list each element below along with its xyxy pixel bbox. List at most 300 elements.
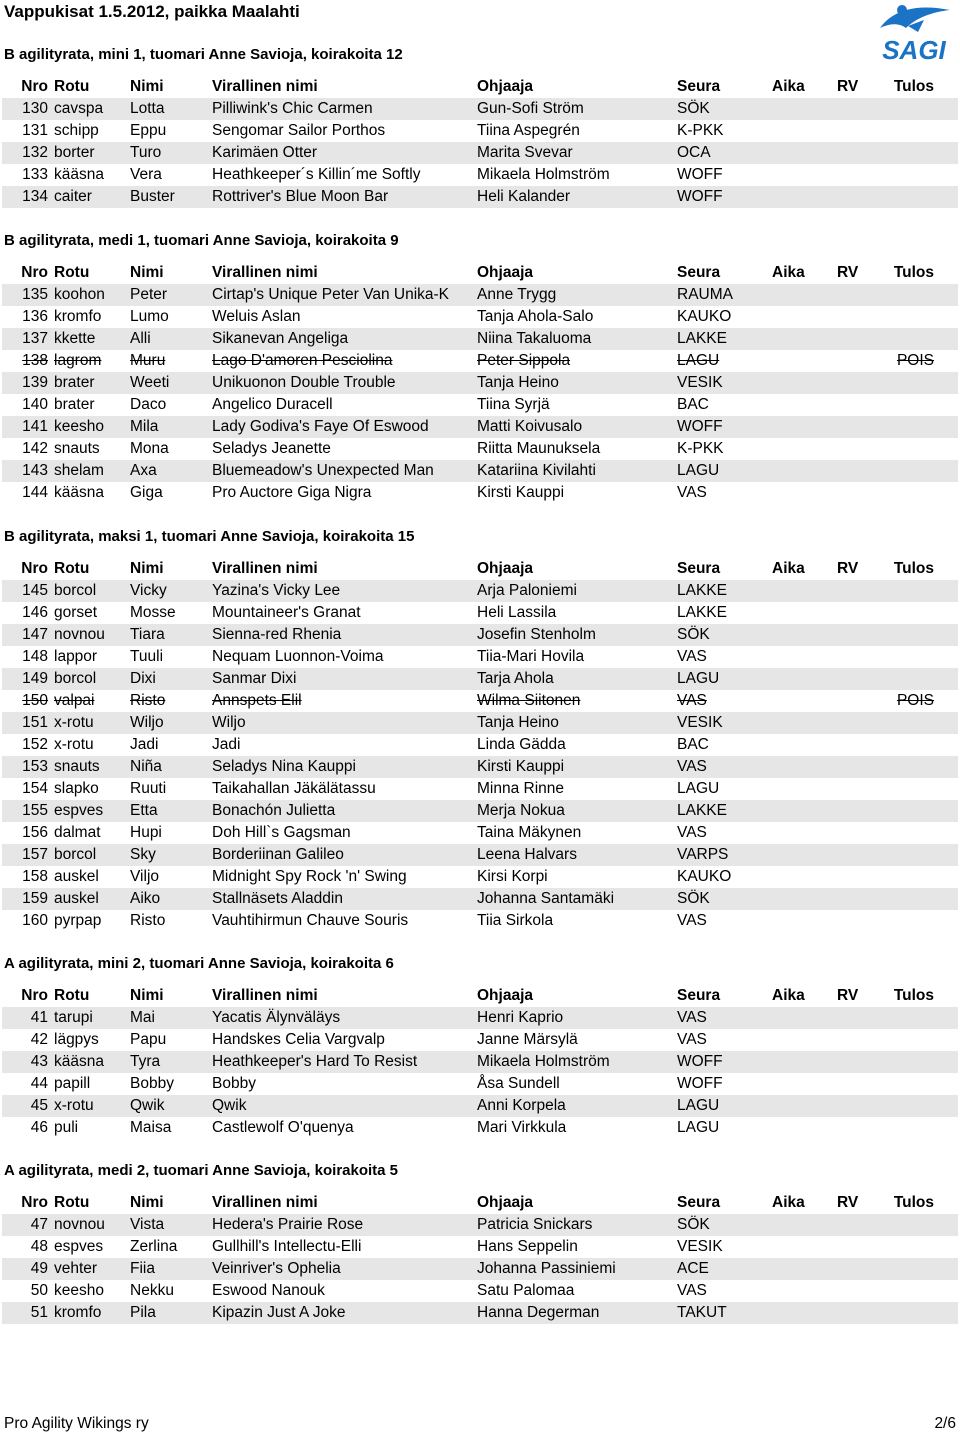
cell-aika xyxy=(770,372,835,394)
cell-tulos xyxy=(885,844,958,866)
cell-nimi: Tiara xyxy=(128,624,210,646)
table-row xyxy=(2,800,958,822)
column-header-tulos: Tulos xyxy=(893,264,934,281)
cell-rotu: lagrom xyxy=(52,350,128,372)
cell-aika xyxy=(770,438,835,460)
cell-ohjaaja: Heli Kalander xyxy=(475,186,675,208)
cell-rotu: keesho xyxy=(52,416,128,438)
cell-rotu: caiter xyxy=(52,186,128,208)
cell-virallinen: Sikanevan Angeliga xyxy=(210,328,475,350)
cell-tulos xyxy=(885,1258,958,1280)
cell-rv xyxy=(835,186,885,208)
cell-aika xyxy=(770,482,835,504)
table-row xyxy=(2,690,958,712)
cell-rv xyxy=(835,690,885,712)
table-row xyxy=(2,1073,958,1095)
cell-virallinen: Annspets Elil xyxy=(210,690,475,712)
cell-rotu: vehter xyxy=(52,1258,128,1280)
table-row xyxy=(2,482,958,504)
table-row xyxy=(2,438,958,460)
column-header-nro: Nro xyxy=(21,1194,48,1211)
cell-seura: KAUKO xyxy=(675,866,770,888)
cell-aika xyxy=(770,1258,835,1280)
table-header-row xyxy=(2,262,958,284)
cell-rv xyxy=(835,120,885,142)
cell-seura: LAKKE xyxy=(675,602,770,624)
cell-tulos xyxy=(885,1214,958,1236)
cell-rotu: kkette xyxy=(52,328,128,350)
cell-virallinen: Yacatis Älynväläys xyxy=(210,1007,475,1029)
cell-aika xyxy=(770,624,835,646)
cell-nro: 139 xyxy=(2,372,52,394)
cell-rotu: novnou xyxy=(52,624,128,646)
cell-tulos xyxy=(885,624,958,646)
cell-tulos xyxy=(885,1095,958,1117)
cell-nimi: Maisa xyxy=(128,1117,210,1139)
cell-tulos xyxy=(885,1302,958,1324)
cell-rotu: koohon xyxy=(52,284,128,306)
cell-aika xyxy=(770,734,835,756)
cell-nimi: Viljo xyxy=(128,866,210,888)
cell-rv xyxy=(835,756,885,778)
cell-virallinen: Stallnäsets Aladdin xyxy=(210,888,475,910)
cell-tulos xyxy=(885,756,958,778)
cell-virallinen: Gullhill's Intellectu-Elli xyxy=(210,1236,475,1258)
table-row xyxy=(2,1095,958,1117)
table-header-row xyxy=(2,985,958,1007)
cell-tulos xyxy=(885,800,958,822)
cell-aika xyxy=(770,580,835,602)
cell-rv xyxy=(835,1073,885,1095)
column-header-nimi: Nimi xyxy=(130,1194,164,1211)
table-row xyxy=(2,306,958,328)
cell-rotu: novnou xyxy=(52,1214,128,1236)
cell-seura: VAS xyxy=(675,1007,770,1029)
cell-nimi: Niña xyxy=(128,756,210,778)
cell-virallinen: Unikuonon Double Trouble xyxy=(210,372,475,394)
cell-tulos xyxy=(885,372,958,394)
column-header-rv: RV xyxy=(837,78,859,95)
column-header-ohjaaja: Ohjaaja xyxy=(477,264,533,281)
column-header-ohjaaja: Ohjaaja xyxy=(477,1194,533,1211)
cell-nimi: Weeti xyxy=(128,372,210,394)
table-row xyxy=(2,98,958,120)
cell-ohjaaja: Johanna Santamäki xyxy=(475,888,675,910)
cell-virallinen: Yazina's Vicky Lee xyxy=(210,580,475,602)
cell-ohjaaja: Riitta Maunuksela xyxy=(475,438,675,460)
cell-aika xyxy=(770,284,835,306)
cell-seura: LAKKE xyxy=(675,580,770,602)
cell-virallinen: Angelico Duracell xyxy=(210,394,475,416)
cell-virallinen: Seladys Nina Kauppi xyxy=(210,756,475,778)
cell-tulos xyxy=(885,328,958,350)
cell-aika xyxy=(770,1029,835,1051)
footer-organizer: Pro Agility Wikings ry xyxy=(4,1415,149,1432)
cell-nro: 134 xyxy=(2,186,52,208)
column-header-rotu: Rotu xyxy=(54,78,90,95)
cell-ohjaaja: Linda Gädda xyxy=(475,734,675,756)
cell-nimi: Mosse xyxy=(128,602,210,624)
cell-virallinen: Castlewolf O'quenya xyxy=(210,1117,475,1139)
cell-virallinen: Weluis Aslan xyxy=(210,306,475,328)
cell-virallinen: Rottriver's Blue Moon Bar xyxy=(210,186,475,208)
column-header-tulos: Tulos xyxy=(893,78,934,95)
cell-virallinen: Karimäen Otter xyxy=(210,142,475,164)
cell-tulos xyxy=(885,394,958,416)
cell-rotu: borcol xyxy=(52,844,128,866)
cell-rv xyxy=(835,844,885,866)
cell-seura: VAS xyxy=(675,482,770,504)
cell-nro: 149 xyxy=(2,668,52,690)
cell-rotu: pyrpap xyxy=(52,910,128,932)
cell-rotu: espves xyxy=(52,800,128,822)
column-header-virallinen: Virallinen nimi xyxy=(212,78,318,95)
cell-rv xyxy=(835,1095,885,1117)
cell-rv xyxy=(835,624,885,646)
section-title: A agilityrata, medi 2, tuomari Anne Savioja, koirakoita 5 xyxy=(4,1162,399,1179)
cell-seura: LAKKE xyxy=(675,328,770,350)
cell-aika xyxy=(770,1073,835,1095)
cell-aika xyxy=(770,350,835,372)
cell-ohjaaja: Josefin Stenholm xyxy=(475,624,675,646)
cell-nro: 137 xyxy=(2,328,52,350)
cell-rotu: auskel xyxy=(52,866,128,888)
cell-seura: VAS xyxy=(675,690,770,712)
cell-nro: 141 xyxy=(2,416,52,438)
cell-ohjaaja: Kirsi Korpi xyxy=(475,866,675,888)
column-header-nro: Nro xyxy=(21,264,48,281)
cell-rv xyxy=(835,1117,885,1139)
cell-aika xyxy=(770,120,835,142)
column-header-seura: Seura xyxy=(677,1194,721,1211)
column-header-nimi: Nimi xyxy=(130,560,164,577)
cell-tulos xyxy=(885,482,958,504)
cell-nro: 47 xyxy=(2,1214,52,1236)
cell-seura: LAGU xyxy=(675,668,770,690)
cell-tulos xyxy=(885,712,958,734)
cell-rotu: gorset xyxy=(52,602,128,624)
cell-tulos xyxy=(885,438,958,460)
cell-tulos: POIS xyxy=(885,350,958,372)
cell-rotu: dalmat xyxy=(52,822,128,844)
cell-nimi: Nekku xyxy=(128,1280,210,1302)
cell-rv xyxy=(835,1302,885,1324)
column-header-seura: Seura xyxy=(677,264,721,281)
cell-nimi: Giga xyxy=(128,482,210,504)
table-row xyxy=(2,1007,958,1029)
table-row xyxy=(2,1214,958,1236)
cell-rotu: x-rotu xyxy=(52,712,128,734)
cell-rv xyxy=(835,822,885,844)
cell-aika xyxy=(770,394,835,416)
cell-ohjaaja: Kirsti Kauppi xyxy=(475,756,675,778)
section-title: B agilityrata, medi 1, tuomari Anne Savioja, koirakoita 9 xyxy=(4,232,399,249)
cell-seura: VESIK xyxy=(675,712,770,734)
cell-ohjaaja: Åsa Sundell xyxy=(475,1073,675,1095)
table-row xyxy=(2,416,958,438)
cell-nimi: Alli xyxy=(128,328,210,350)
cell-tulos xyxy=(885,602,958,624)
table-row xyxy=(2,1117,958,1139)
cell-ohjaaja: Henri Kaprio xyxy=(475,1007,675,1029)
cell-nro: 158 xyxy=(2,866,52,888)
cell-aika xyxy=(770,1214,835,1236)
cell-rv xyxy=(835,646,885,668)
table-row xyxy=(2,888,958,910)
cell-seura: WOFF xyxy=(675,416,770,438)
cell-rv xyxy=(835,888,885,910)
cell-rv xyxy=(835,1236,885,1258)
cell-seura: LAGU xyxy=(675,1117,770,1139)
cell-rv xyxy=(835,142,885,164)
cell-tulos xyxy=(885,1029,958,1051)
cell-rv xyxy=(835,1029,885,1051)
cell-tulos xyxy=(885,910,958,932)
cell-aika xyxy=(770,1051,835,1073)
column-header-seura: Seura xyxy=(677,78,721,95)
cell-tulos xyxy=(885,888,958,910)
column-header-tulos: Tulos xyxy=(893,1194,934,1211)
cell-seura: VAS xyxy=(675,756,770,778)
cell-nimi: Etta xyxy=(128,800,210,822)
cell-nimi: Bobby xyxy=(128,1073,210,1095)
table-row xyxy=(2,142,958,164)
cell-nimi: Hupi xyxy=(128,822,210,844)
cell-rotu: papill xyxy=(52,1073,128,1095)
cell-seura: ACE xyxy=(675,1258,770,1280)
cell-rotu: tarupi xyxy=(52,1007,128,1029)
cell-tulos xyxy=(885,306,958,328)
cell-nro: 156 xyxy=(2,822,52,844)
table-row xyxy=(2,778,958,800)
cell-nro: 48 xyxy=(2,1236,52,1258)
cell-seura: K-PKK xyxy=(675,120,770,142)
cell-virallinen: Qwik xyxy=(210,1095,475,1117)
column-header-rv: RV xyxy=(837,987,859,1004)
table-row xyxy=(2,712,958,734)
cell-rotu: brater xyxy=(52,372,128,394)
table-row xyxy=(2,1029,958,1051)
cell-nimi: Mila xyxy=(128,416,210,438)
cell-nro: 148 xyxy=(2,646,52,668)
sagi-logo xyxy=(872,2,956,64)
cell-tulos xyxy=(885,1280,958,1302)
cell-rotu: snauts xyxy=(52,756,128,778)
table-row xyxy=(2,460,958,482)
cell-nro: 145 xyxy=(2,580,52,602)
cell-nro: 41 xyxy=(2,1007,52,1029)
cell-rotu: kromfo xyxy=(52,306,128,328)
page-title: Vappukisat 1.5.2012, paikka Maalahti xyxy=(4,2,300,21)
table-row xyxy=(2,734,958,756)
cell-rotu: espves xyxy=(52,1236,128,1258)
column-header-nimi: Nimi xyxy=(130,264,164,281)
cell-virallinen: Cirtap's Unique Peter Van Unika-K xyxy=(210,284,475,306)
cell-aika xyxy=(770,690,835,712)
cell-tulos xyxy=(885,142,958,164)
cell-seura: VESIK xyxy=(675,372,770,394)
cell-nro: 160 xyxy=(2,910,52,932)
cell-ohjaaja: Tiina Aspegrén xyxy=(475,120,675,142)
column-header-nro: Nro xyxy=(21,560,48,577)
cell-rotu: kääsna xyxy=(52,1051,128,1073)
cell-rv xyxy=(835,438,885,460)
cell-nro: 154 xyxy=(2,778,52,800)
cell-virallinen: Handskes Celia Vargvalp xyxy=(210,1029,475,1051)
cell-nro: 152 xyxy=(2,734,52,756)
cell-virallinen: Pro Auctore Giga Nigra xyxy=(210,482,475,504)
cell-seura: VAS xyxy=(675,646,770,668)
cell-rv xyxy=(835,1007,885,1029)
cell-rotu: borcol xyxy=(52,580,128,602)
cell-ohjaaja: Heli Lassila xyxy=(475,602,675,624)
cell-tulos xyxy=(885,1236,958,1258)
cell-rv xyxy=(835,778,885,800)
cell-ohjaaja: Mari Virkkula xyxy=(475,1117,675,1139)
cell-rotu: keesho xyxy=(52,1280,128,1302)
cell-tulos xyxy=(885,1117,958,1139)
cell-rv xyxy=(835,668,885,690)
table-header-row xyxy=(2,76,958,98)
cell-virallinen: Sengomar Sailor Porthos xyxy=(210,120,475,142)
cell-aika xyxy=(770,328,835,350)
column-header-ohjaaja: Ohjaaja xyxy=(477,78,533,95)
results-table xyxy=(2,76,958,208)
column-header-nro: Nro xyxy=(21,78,48,95)
column-header-seura: Seura xyxy=(677,560,721,577)
cell-nimi: Buster xyxy=(128,186,210,208)
cell-nimi: Tyra xyxy=(128,1051,210,1073)
cell-rotu: brater xyxy=(52,394,128,416)
column-header-tulos: Tulos xyxy=(893,987,934,1004)
cell-rotu: cavspa xyxy=(52,98,128,120)
cell-nro: 50 xyxy=(2,1280,52,1302)
table-row xyxy=(2,646,958,668)
cell-virallinen: Bluemeadow's Unexpected Man xyxy=(210,460,475,482)
cell-tulos: POIS xyxy=(885,690,958,712)
cell-aika xyxy=(770,98,835,120)
table-row xyxy=(2,1236,958,1258)
cell-nro: 143 xyxy=(2,460,52,482)
cell-aika xyxy=(770,460,835,482)
cell-aika xyxy=(770,1095,835,1117)
cell-nimi: Mona xyxy=(128,438,210,460)
column-header-rv: RV xyxy=(837,264,859,281)
cell-ohjaaja: Tanja Heino xyxy=(475,712,675,734)
column-header-rotu: Rotu xyxy=(54,560,90,577)
cell-nimi: Aiko xyxy=(128,888,210,910)
column-header-rotu: Rotu xyxy=(54,987,90,1004)
cell-virallinen: Pilliwink's Chic Carmen xyxy=(210,98,475,120)
cell-aika xyxy=(770,1280,835,1302)
column-header-aika: Aika xyxy=(772,264,805,281)
cell-ohjaaja: Arja Paloniemi xyxy=(475,580,675,602)
cell-seura: TAKUT xyxy=(675,1302,770,1324)
table-row xyxy=(2,866,958,888)
cell-tulos xyxy=(885,668,958,690)
cell-nro: 45 xyxy=(2,1095,52,1117)
cell-ohjaaja: Niina Takaluoma xyxy=(475,328,675,350)
cell-aika xyxy=(770,1302,835,1324)
cell-ohjaaja: Mikaela Holmström xyxy=(475,1051,675,1073)
cell-rotu: kääsna xyxy=(52,482,128,504)
section-title: A agilityrata, mini 2, tuomari Anne Savioja, koirakoita 6 xyxy=(4,955,394,972)
cell-nro: 147 xyxy=(2,624,52,646)
cell-seura: VARPS xyxy=(675,844,770,866)
cell-nimi: Dixi xyxy=(128,668,210,690)
cell-aika xyxy=(770,186,835,208)
cell-aika xyxy=(770,1117,835,1139)
cell-nimi: Vicky xyxy=(128,580,210,602)
cell-aika xyxy=(770,910,835,932)
cell-virallinen: Heathkeeper's Hard To Resist xyxy=(210,1051,475,1073)
cell-rotu: x-rotu xyxy=(52,1095,128,1117)
cell-virallinen: Bobby xyxy=(210,1073,475,1095)
cell-virallinen: Taikahallan Jäkälätassu xyxy=(210,778,475,800)
cell-seura: VAS xyxy=(675,910,770,932)
cell-ohjaaja: Wilma Siitonen xyxy=(475,690,675,712)
cell-seura: SÖK xyxy=(675,98,770,120)
column-header-virallinen: Virallinen nimi xyxy=(212,1194,318,1211)
cell-virallinen: Hedera's Prairie Rose xyxy=(210,1214,475,1236)
table-row xyxy=(2,120,958,142)
footer-page-number: 2/6 xyxy=(934,1415,956,1432)
column-header-aika: Aika xyxy=(772,560,805,577)
table-header-row xyxy=(2,558,958,580)
cell-tulos xyxy=(885,822,958,844)
cell-virallinen: Doh Hill`s Gagsman xyxy=(210,822,475,844)
cell-rv xyxy=(835,460,885,482)
cell-tulos xyxy=(885,98,958,120)
cell-ohjaaja: Minna Rinne xyxy=(475,778,675,800)
column-header-rv: RV xyxy=(837,560,859,577)
cell-nro: 155 xyxy=(2,800,52,822)
results-table xyxy=(2,558,958,932)
cell-aika xyxy=(770,866,835,888)
cell-ohjaaja: Tiia Sirkola xyxy=(475,910,675,932)
cell-seura: WOFF xyxy=(675,1051,770,1073)
cell-nimi: Fiia xyxy=(128,1258,210,1280)
cell-nimi: Vera xyxy=(128,164,210,186)
cell-nimi: Qwik xyxy=(128,1095,210,1117)
cell-virallinen: Sanmar Dixi xyxy=(210,668,475,690)
cell-nimi: Eppu xyxy=(128,120,210,142)
svg-text:SAGI: SAGI xyxy=(882,35,946,64)
cell-virallinen: Lago D'amoren Pesciolina xyxy=(210,350,475,372)
cell-tulos xyxy=(885,866,958,888)
column-header-aika: Aika xyxy=(772,78,805,95)
table-row xyxy=(2,1051,958,1073)
cell-nro: 133 xyxy=(2,164,52,186)
cell-rv xyxy=(835,482,885,504)
cell-nro: 151 xyxy=(2,712,52,734)
cell-tulos xyxy=(885,120,958,142)
cell-ohjaaja: Merja Nokua xyxy=(475,800,675,822)
cell-virallinen: Heathkeeper´s Killin´me Softly xyxy=(210,164,475,186)
cell-nimi: Vista xyxy=(128,1214,210,1236)
cell-tulos xyxy=(885,734,958,756)
cell-aika xyxy=(770,756,835,778)
table-row xyxy=(2,394,958,416)
column-header-seura: Seura xyxy=(677,987,721,1004)
cell-rv xyxy=(835,910,885,932)
cell-aika xyxy=(770,646,835,668)
column-header-aika: Aika xyxy=(772,987,805,1004)
cell-virallinen: Eswood Nanouk xyxy=(210,1280,475,1302)
cell-seura: WOFF xyxy=(675,164,770,186)
cell-rv xyxy=(835,712,885,734)
table-row xyxy=(2,164,958,186)
